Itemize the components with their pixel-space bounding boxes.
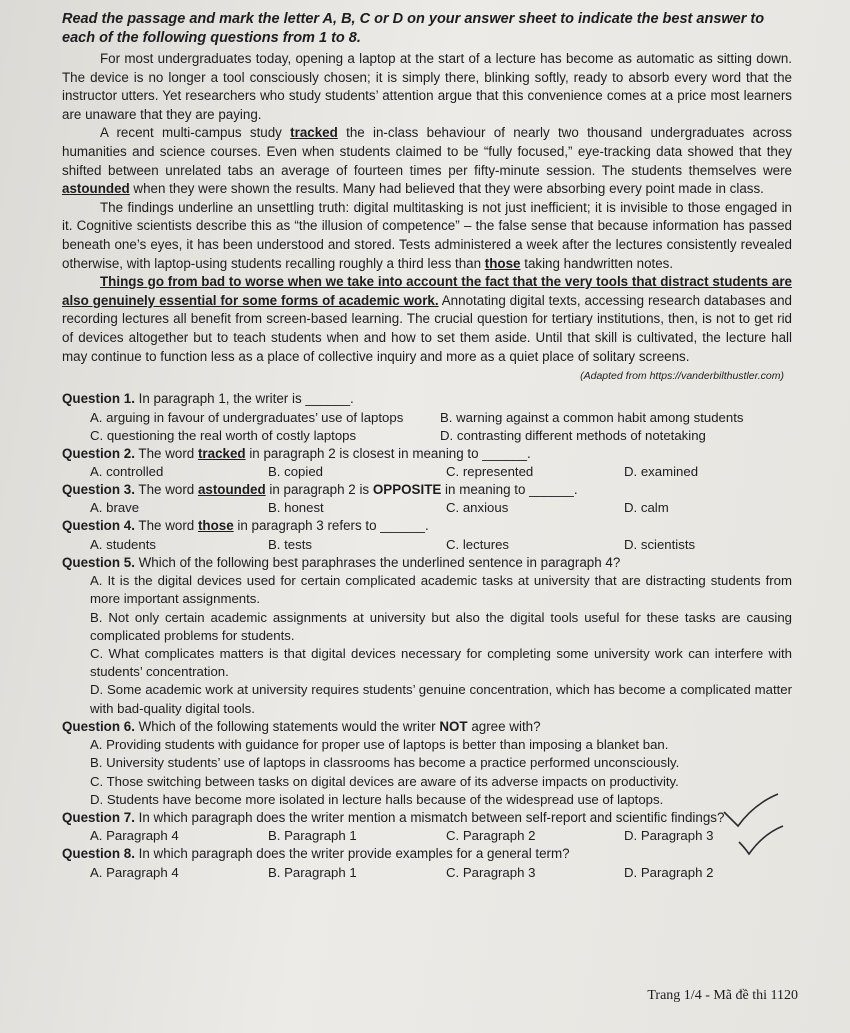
option-d[interactable]: D. Paragraph 3 <box>624 828 714 844</box>
option-b[interactable]: B. Paragraph 1 <box>268 864 357 880</box>
option-c[interactable]: C. anxious <box>446 500 509 516</box>
question-stem: The word <box>138 481 198 497</box>
question-1 <box>62 390 792 444</box>
question-7 <box>62 809 792 845</box>
option-a[interactable]: A. It is the digital devices used for certain complicated academic tasks at university that are distracting students from more important assignments. <box>90 573 792 607</box>
instruction: Read the passage and mark the letter A, B, C or D on your answer sheet to indicate the best answer to each of the following questions from 1 to 8. <box>62 11 765 46</box>
option-b[interactable]: B. Not only certain academic assignments at university but also the digital tools useful for these tasks are causing complicated problems for students. <box>90 609 792 643</box>
question-stem: In paragraph 1, the writer is ______. <box>138 391 354 407</box>
option-d[interactable]: D. Paragraph 2 <box>624 864 714 880</box>
option-b[interactable]: B. Paragraph 1 <box>268 828 357 844</box>
p4-text-rest: Annotating digital texts, accessing research databases and recording lectures all benefit from screen-based learning. The crucial question for tertiary institutions, then, is not to get rid of devices altogether but to teach students when and how to set them aside. Until that skill is cultivated, the lecture hall may continue to function less as a place of collective inquiry and more as a quiet place of solitary screens. <box>62 292 792 364</box>
option-d[interactable]: D. Some academic work at university requires students’ genuine concentration, which has become a complicated matter with bad-quality digital tools. <box>90 682 792 716</box>
question-stem: In which paragraph does the writer mention a mismatch between self-report and scientific findings? <box>138 809 725 825</box>
p3-text-a: The findings underline an unsettling truth: digital multitasking is not just inefficient; it is invisible to those engaged in it. Cognitive scientists describe this as “the illusion of competence” – the false sense that because information has passed beneath one’s eyes, it has been understood and stored. Tests administered a week after the lectures consistently revealed otherwise, with laptop-using students recalling roughly a third less than <box>62 199 792 271</box>
word-astounded: astounded <box>62 181 130 197</box>
word-those: those <box>484 255 521 271</box>
option-c[interactable]: C. Paragraph 2 <box>446 828 536 844</box>
option-a[interactable]: A. brave <box>90 500 140 516</box>
question-word: those <box>197 518 234 534</box>
question-stem-end: in paragraph 3 refers to ______. <box>233 518 429 534</box>
question-number: Question 4. <box>62 518 135 534</box>
question-stem-end: agree with? <box>467 718 541 734</box>
option-c[interactable]: C. Those switching between tasks on digital devices are aware of its adverse impacts on productivity. <box>90 773 679 789</box>
option-d[interactable]: D. calm <box>624 500 669 516</box>
option-a[interactable]: A. students <box>90 536 156 552</box>
question-number: Question 2. <box>62 445 135 461</box>
question-number: Question 5. <box>62 554 135 570</box>
option-a[interactable]: A. Paragraph 4 <box>90 864 179 880</box>
question-number: Question 6. <box>62 718 135 734</box>
question-stem: The word <box>138 518 198 534</box>
passage-paragraph-3 <box>62 199 792 273</box>
question-5 <box>62 554 792 718</box>
question-number: Question 1. <box>62 391 135 407</box>
question-stem: Which of the following best paraphrases the underlined sentence in paragraph 4? <box>138 554 621 570</box>
passage-paragraph-1: For most undergraduates today, opening a laptop at the start of a lecture has become as automatic as sitting down. The device is no longer a tool consciously chosen; it is simply there, blinking softly, ready to absorb every word that the instructor utters. Yet researchers who study students’ attention argue that this convenience comes at a price most learners are unaware that they are paying. <box>62 51 792 122</box>
question-3 <box>62 481 792 517</box>
option-b[interactable]: B. copied <box>268 463 323 479</box>
question-number: Question 3. <box>62 481 135 497</box>
option-d[interactable]: D. scientists <box>624 536 696 552</box>
passage-paragraph-2 <box>62 124 792 198</box>
option-d[interactable]: D. contrasting different methods of notetaking <box>440 427 706 443</box>
question-stem-end: in paragraph 2 is closest in meaning to ______. <box>245 445 531 461</box>
not-keyword: NOT <box>439 718 468 734</box>
question-word: astounded <box>197 481 266 497</box>
option-c[interactable]: C. lectures <box>446 536 510 552</box>
option-b[interactable]: B. warning against a common habit among students <box>440 409 744 425</box>
option-a[interactable]: A. controlled <box>90 463 164 479</box>
option-b[interactable]: B. tests <box>268 536 312 552</box>
p2-text-a: A recent multi-campus study <box>100 125 291 141</box>
option-c[interactable]: C. Paragraph 3 <box>446 864 536 880</box>
option-a[interactable]: A. Paragraph 4 <box>90 828 179 844</box>
question-4 <box>62 517 792 553</box>
option-d[interactable]: D. Students have become more isolated in lecture halls because of the widespread use of laptops. <box>90 791 664 807</box>
page-footer: Trang 1/4 - Mã đề thi 1120 <box>647 988 798 1003</box>
passage <box>62 50 792 366</box>
source-citation: (Adapted from https://vanderbilthustler.com) <box>580 370 784 383</box>
p2-text-b: the in-class behaviour of nearly two thousand undergraduates across humanities and science courses. Even when students claimed to be “fully focused,” eye-tracking data showed that they shifted between unrelated tabs an average of fourteen times per fifty-minute session. The students themselves were <box>62 125 792 178</box>
option-a[interactable]: A. Providing students with guidance for proper use of laptops is better than imposing a blanket ban. <box>90 737 669 753</box>
question-word: tracked <box>197 445 246 461</box>
p2-text-c: when they were shown the results. Many had believed that they were absorbing every point made in class. <box>129 181 764 197</box>
question-number: Question 8. <box>62 846 135 862</box>
question-stem: Which of the following statements would the writer <box>138 718 440 734</box>
opposite-keyword: OPPOSITE <box>372 481 442 497</box>
option-b[interactable]: B. honest <box>268 500 324 516</box>
question-2 <box>62 445 792 481</box>
underlined-sentence: Things go from bad to worse when we take into account the fact that the very tools that distract students are also genuinely essential for some forms of academic work. <box>62 274 792 308</box>
question-stem-mid: in paragraph 2 is <box>265 481 373 497</box>
p3-text-b: taking handwritten notes. <box>520 255 674 271</box>
option-a[interactable]: A. arguing in favour of undergraduates’ use of laptops <box>90 409 404 425</box>
checkmark-icon <box>735 822 785 858</box>
word-tracked: tracked <box>290 125 338 141</box>
question-number: Question 7. <box>62 809 135 825</box>
question-8 <box>62 845 792 881</box>
option-d[interactable]: D. examined <box>624 463 699 479</box>
question-stem: In which paragraph does the writer provide examples for a general term? <box>138 846 570 862</box>
option-c[interactable]: C. questioning the real worth of costly laptops <box>90 427 357 443</box>
question-stem: The word <box>138 445 198 461</box>
question-6 <box>62 718 792 809</box>
passage-paragraph-4 <box>62 273 792 366</box>
option-b[interactable]: B. University students’ use of laptops in classrooms has become a practice performed unconsciously. <box>90 755 680 771</box>
option-c[interactable]: C. What complicates matters is that digital devices necessary for completing some university work can interfere with students’ concentration. <box>90 645 792 680</box>
question-stem-end: in meaning to ______. <box>441 481 578 497</box>
option-c[interactable]: C. represented <box>446 463 534 479</box>
